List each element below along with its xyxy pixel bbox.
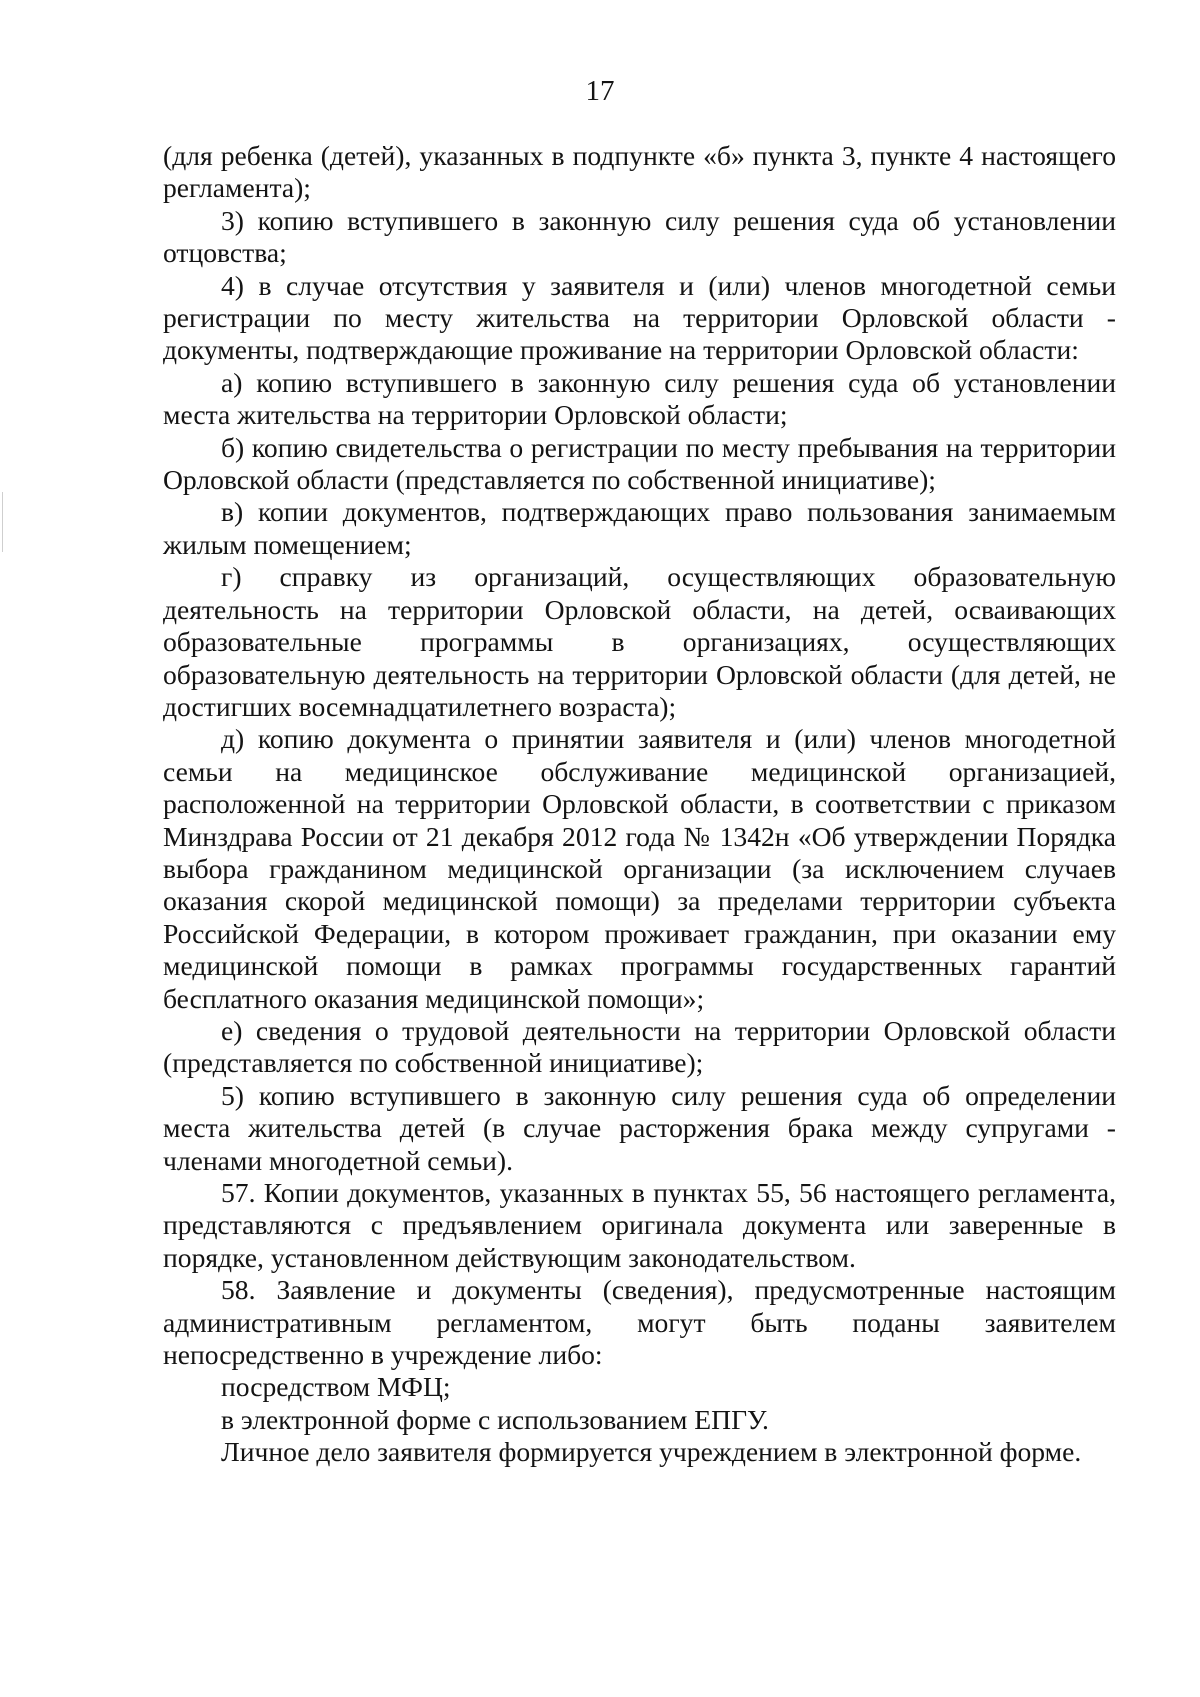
paragraph-subitem-v: в) копии документов, подтверждающих право пользования занимаемым жилым помещением; [163,496,1116,560]
paragraph-item-4: 4) в случае отсутствия у заявителя и (или) членов многодетной семьи регистрации по месту жительства на территории Орловской области - документы, подтверждающие проживание на территории Орловской области: [163,269,1116,366]
paragraph-continuation: (для ребенка (детей), указанных в подпункте «б» пункта 3, пункте 4 настоящего регламента); [163,140,1116,204]
paragraph-item-3: 3) копию вступившего в законную силу решения суда об установлении отцовства; [163,204,1116,269]
page-number: 17 [585,75,615,107]
paragraph-subitem-a: а) копию вступившего в законную силу решения суда об установлении места жительства на территории Орловской области; [163,366,1116,431]
paragraph-subitem-e: е) сведения о трудовой деятельности на территории Орловской области (представляется по собственной инициативе); [163,1014,1116,1079]
paragraph-personal-file: Личное дело заявителя формируется учреждением в электронной форме. [221,1436,1082,1468]
paragraph-via-epgu: в электронной форме с использованием ЕПГУ. [221,1403,769,1435]
paragraph-subitem-g: г) справку из организаций, осуществляющих образовательную деятельность на территории Орловской области, на детей, осваивающих образовательные программы в организациях, осуществляющих образовательную деятельность на территории Орловской области (для детей, не достигших восемнадцатилетнего возраста); [163,561,1116,722]
paragraph-via-mfc: посредством МФЦ; [221,1371,451,1403]
paragraph-subitem-b: б) копию свидетельства о регистрации по месту пребывания на территории Орловской области (представляется по собственной инициативе); [163,431,1116,496]
document-body [163,140,1116,1469]
paragraph-clause-58: 58. Заявление и документы (сведения), предусмотренные настоящим административным регламентом, могут быть поданы заявителем непосредственно в учреждение либо: [163,1274,1116,1371]
paragraph-item-5: 5) копию вступившего в законную силу решения суда об определении места жительства детей (в случае расторжения брака между супругами - членами многодетной семьи). [163,1079,1116,1176]
paragraph-clause-57: 57. Копии документов, указанных в пунктах 55, 56 настоящего регламента, представляются с предъявлением оригинала документа или заверенные в порядке, установленном действующим законодательством. [163,1177,1116,1273]
paragraph-subitem-d: д) копию документа о принятии заявителя и (или) членов многодетной семьи на медицинское обслуживание медицинской организацией, расположенной на территории Орловской области, в соответствии с приказом Минздрава России от 21 декабря 2012 года № 1342н «Об утверждении Порядка выбора гражданином медицинской организации (за исключением случаев оказания скорой медицинской помощи) за пределами территории субъекта Российской Федерации, в котором проживает гражданин, при оказании ему медицинской помощи в рамках программы государственных гарантий бесплатного оказания медицинской помощи»; [163,723,1116,1014]
scan-edge-mark [2,492,3,552]
